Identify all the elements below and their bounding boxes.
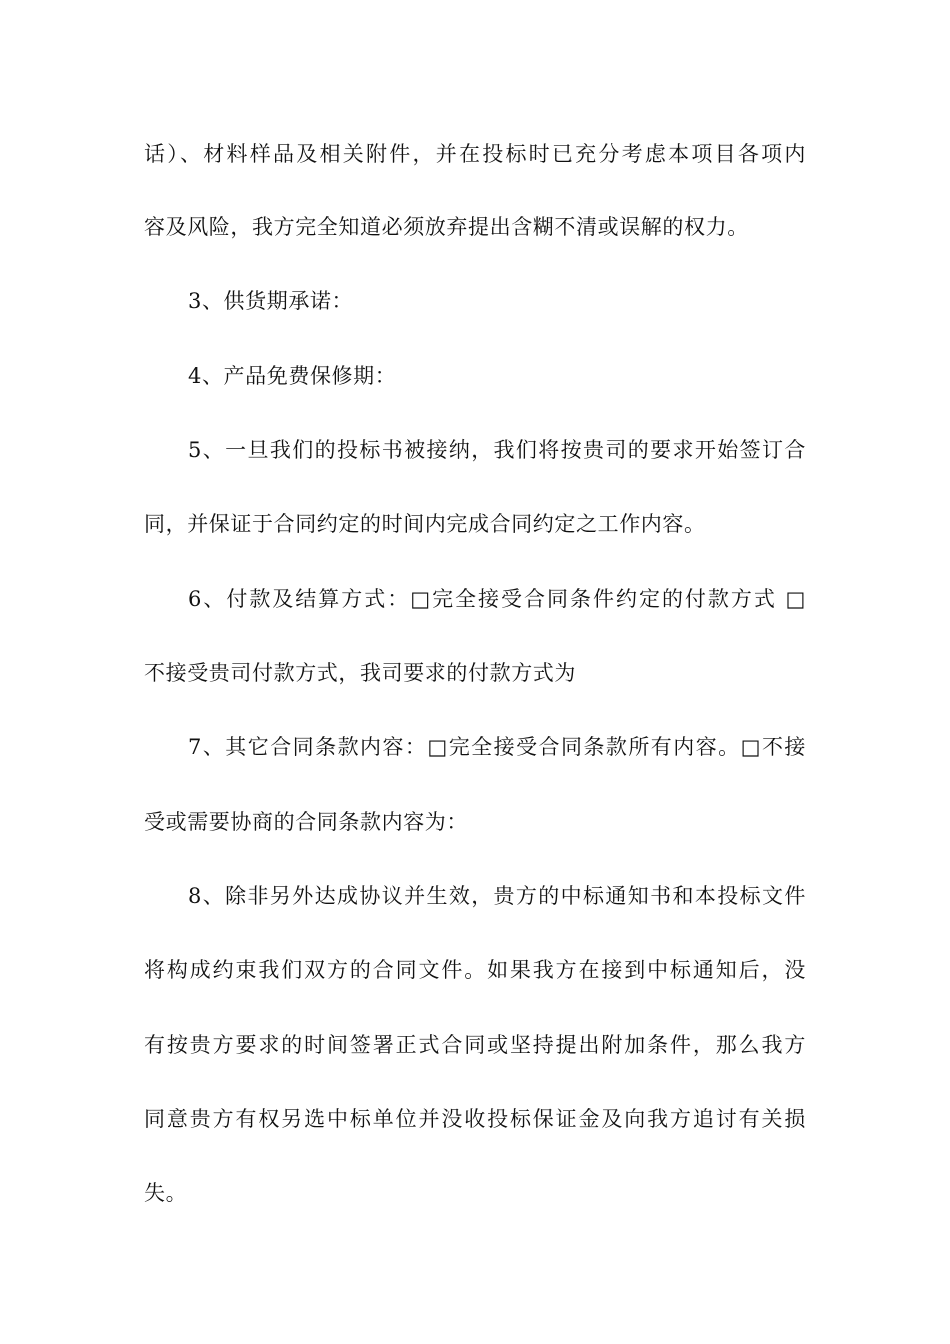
item-3-supply-period: 3、供货期承诺： bbox=[188, 289, 354, 313]
paragraph-line-2: 容及风险，我方完全知道必须放弃提出含糊不清或误解的权力。 bbox=[144, 215, 749, 239]
item-5-line-1: 5、一旦我们的投标书被接纳，我们将按贵司的要求开始签订合 bbox=[188, 438, 806, 462]
item-5-line-2: 同，并保证于合同约定的时间内完成合同约定之工作内容。 bbox=[144, 512, 706, 536]
item-4-warranty-period: 4、产品免费保修期： bbox=[188, 364, 397, 388]
item-8-line-4: 同意贵方有权另选中标单位并没收投标保证金及向我方追讨有关损 bbox=[144, 1107, 806, 1131]
item-8-line-2: 将构成约束我们双方的合同文件。如果我方在接到中标通知后，没 bbox=[144, 958, 806, 982]
item-7-contract-terms-line-1: 7、其它合同条款内容：□完全接受合同条款所有内容。□不接 bbox=[188, 735, 806, 759]
paragraph-line-1: 话）、材料样品及相关附件，并在投标时已充分考虑本项目各项内 bbox=[144, 142, 806, 166]
item-8-line-1: 8、除非另外达成协议并生效，贵方的中标通知书和本投标文件 bbox=[188, 884, 806, 908]
item-6-payment-line-1: 6、付款及结算方式：□完全接受合同条件约定的付款方式 □ bbox=[188, 587, 806, 611]
item-8-line-3: 有按贵方要求的时间签署正式合同或坚持提出附加条件，那么我方 bbox=[144, 1033, 806, 1057]
item-8-line-5: 失。 bbox=[144, 1181, 188, 1205]
item-6-payment-line-2: 不接受贵司付款方式，我司要求的付款方式为 bbox=[144, 661, 576, 685]
item-7-contract-terms-line-2: 受或需要协商的合同条款内容为： bbox=[144, 810, 468, 834]
